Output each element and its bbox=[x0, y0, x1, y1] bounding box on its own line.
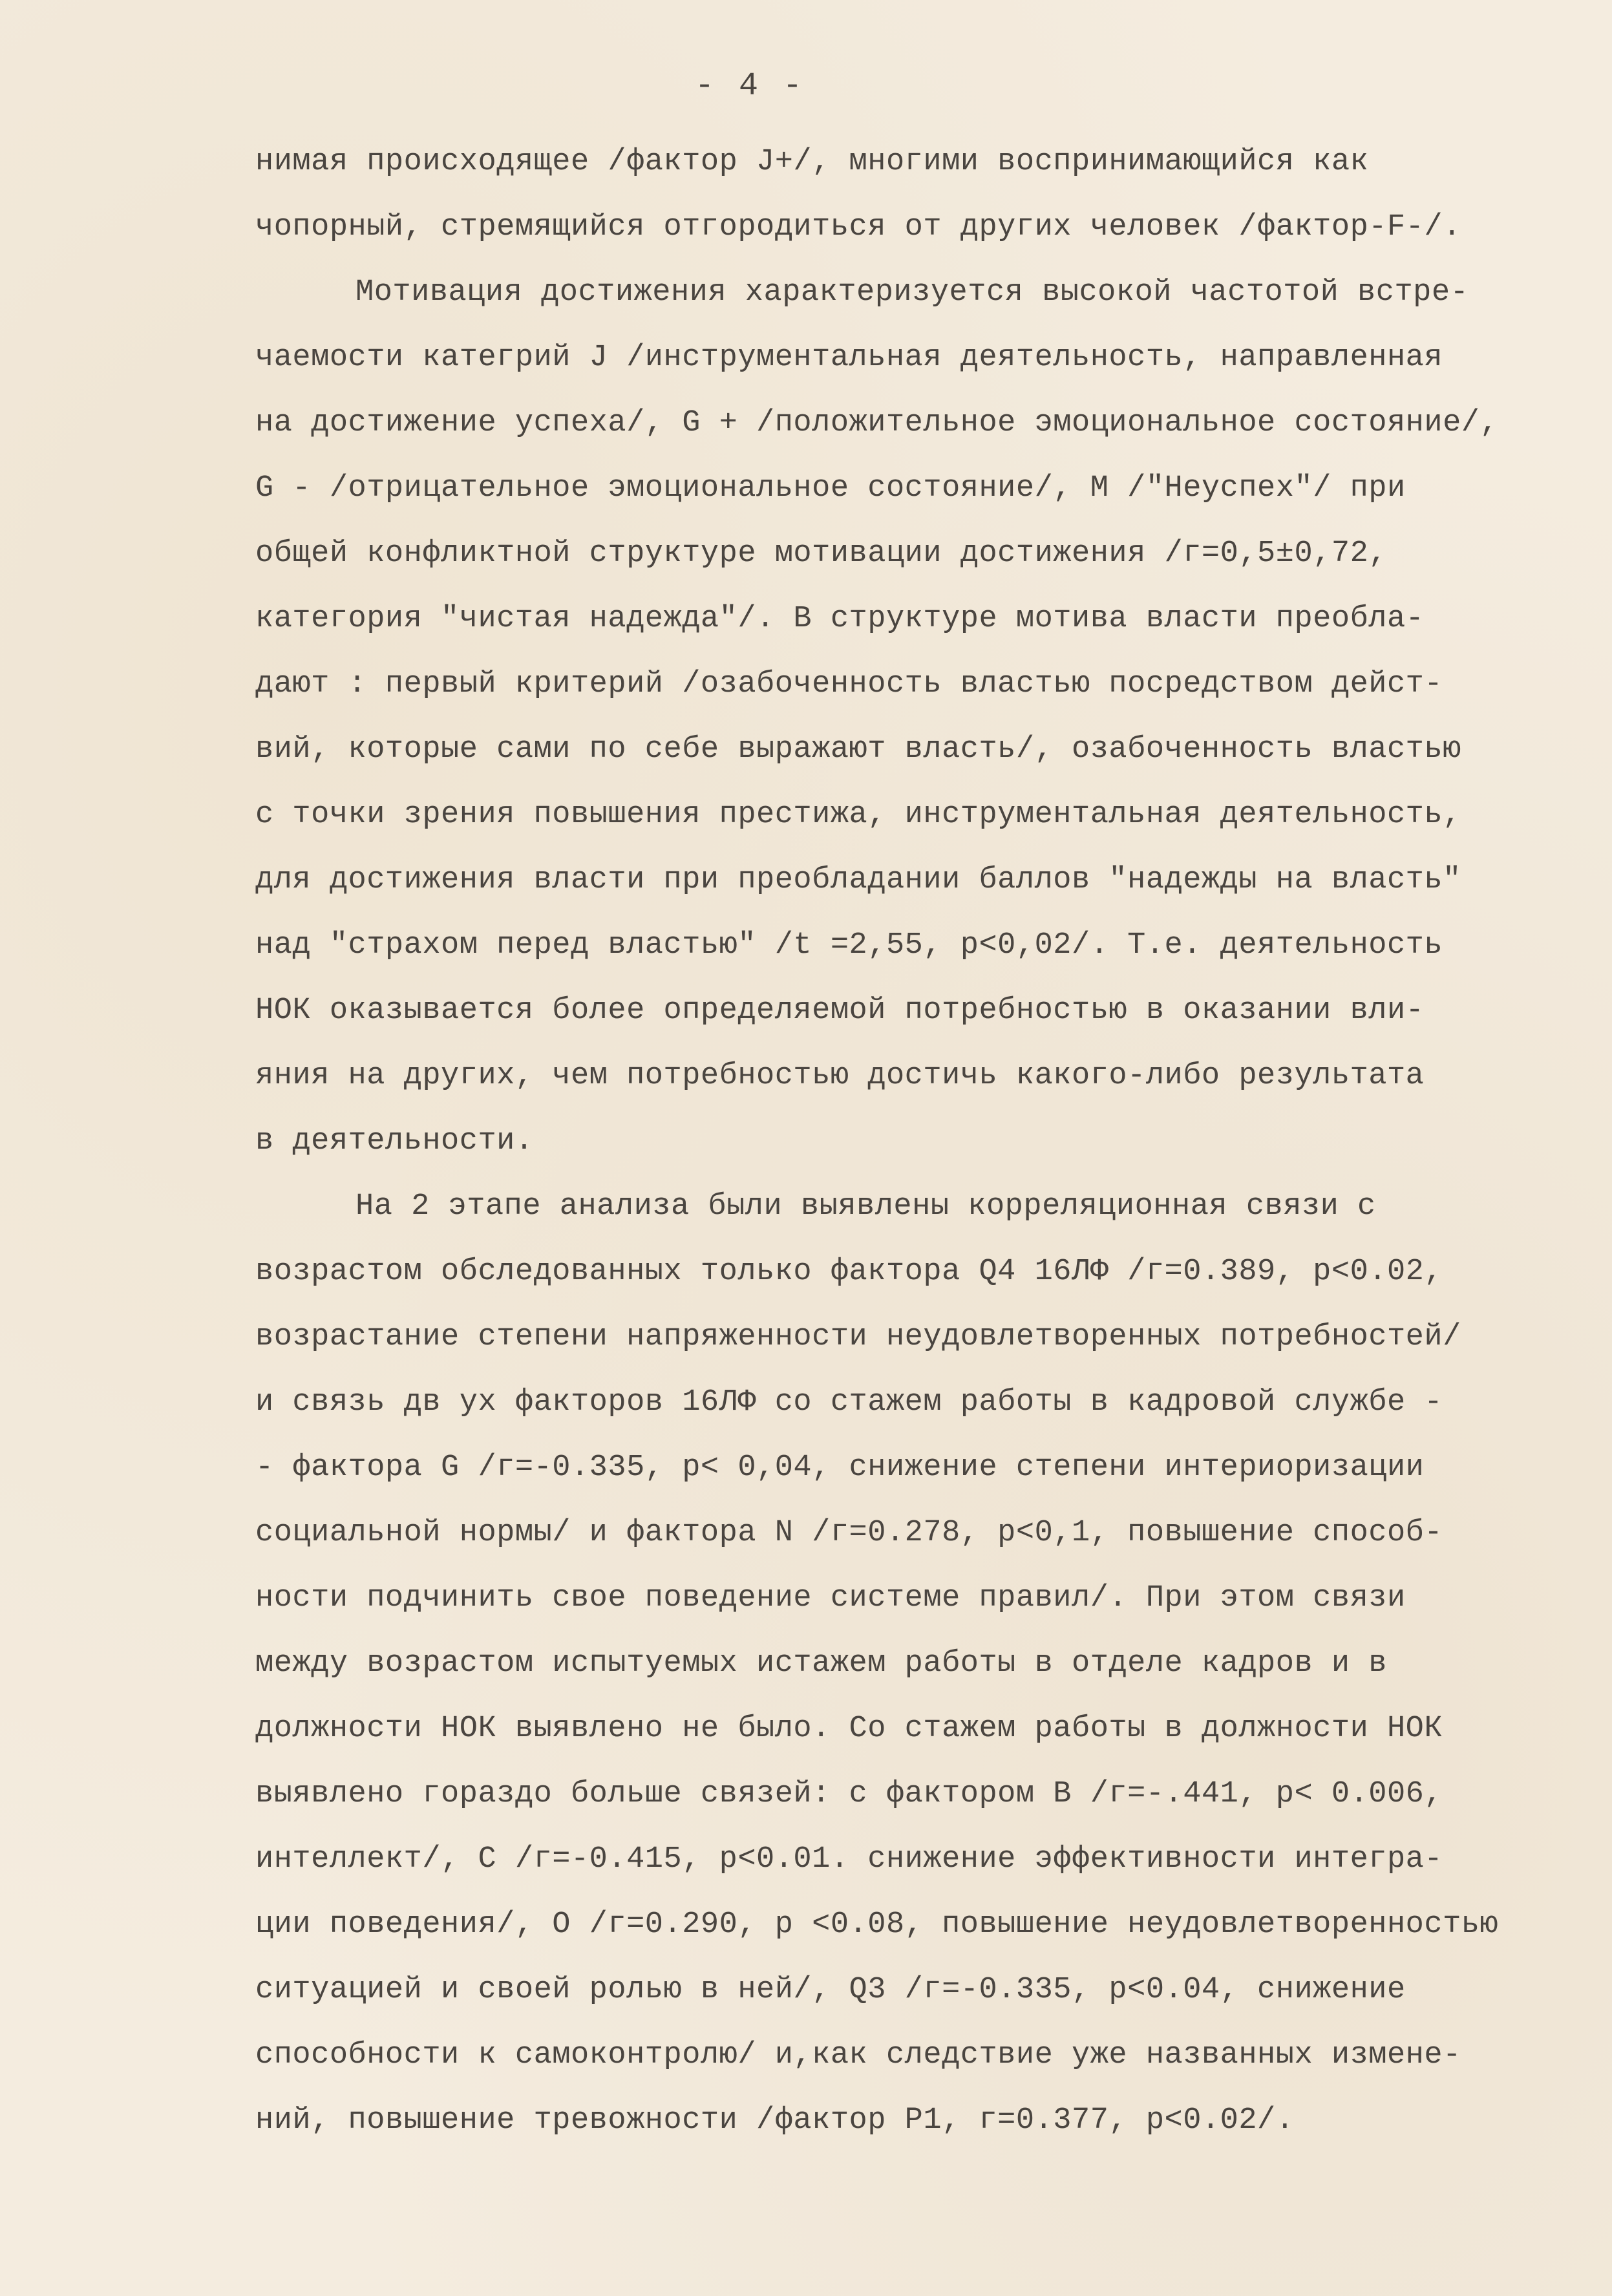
text-line: На 2 этапе анализа были выявлены корреляционная связи с bbox=[355, 1189, 1376, 1224]
text-line: и связь дв ух факторов 16ЛФ со стажем работы в кадровой службе - bbox=[255, 1385, 1443, 1419]
text-line: выявлено гораздо больше связей: с фактором В /г=-.441, р< 0.006, bbox=[255, 1777, 1443, 1811]
text-line: ции поведения/, О /г=0.290, р <0.08, повышение неудовлетворенностью bbox=[255, 1908, 1499, 1942]
typewritten-text bbox=[255, 129, 1554, 2153]
text-line: вий, которые сами по себе выражают власть/, озабоченность властью bbox=[255, 732, 1461, 767]
text-line: для достижения власти при преобладании баллов "надежды на власть" bbox=[255, 863, 1461, 897]
text-line: в деятельности. bbox=[255, 1124, 534, 1158]
text-line: общей конфликтной структуре мотивации достижения /г=0,5±0,72, bbox=[255, 537, 1387, 571]
text-line: - фактора G /г=-0.335, р< 0,04, снижение степени интериоризации bbox=[255, 1451, 1425, 1485]
text-line: ний, повышение тревожности /фактор Р1, г=0.377, р<0.02/. bbox=[255, 2103, 1295, 2138]
text-line: G - /отрицательное эмоциональное состояние/, М /"Неуспех"/ при bbox=[255, 471, 1406, 505]
text-line: возрастом обследованных только фактора Q4 16ЛФ /г=0.389, р<0.02, bbox=[255, 1255, 1443, 1289]
text-line: чаемости категрий J /инструментальная деятельность, направленная bbox=[255, 341, 1443, 375]
text-line: с точки зрения повышения престижа, инструментальная деятельность, bbox=[255, 798, 1461, 832]
text-line: способности к самоконтролю/ и,как следствие уже названных измене- bbox=[255, 2038, 1461, 2072]
text-line: категория "чистая надежда"/. В структуре мотива власти преобла- bbox=[255, 602, 1425, 636]
text-line: должности НОК выявлено не было. Со стажем работы в должности НОК bbox=[255, 1712, 1443, 1746]
text-line: над "страхом перед властью" /t =2,55, р<0,02/. Т.е. деятельность bbox=[255, 928, 1443, 962]
text-line: чопорный, стремящийся отгородиться от других человек /фактор-F-/. bbox=[255, 210, 1461, 244]
text-line: НОК оказывается более определяемой потребностью в оказании вли- bbox=[255, 994, 1425, 1028]
text-line: возрастание степени напряженности неудовлетворенных потребностей/ bbox=[255, 1320, 1461, 1354]
text-line: интеллект/, С /г=-0.415, р<0.01. снижение эффективности интегра- bbox=[255, 1842, 1443, 1876]
text-line: ситуацией и своей ролью в ней/, Q3 /г=-0.335, р<0.04, снижение bbox=[255, 1973, 1406, 2007]
page-number: - 4 - bbox=[694, 68, 805, 105]
text-line: Мотивация достижения характеризуется высокой частотой встре- bbox=[355, 275, 1469, 310]
text-line: между возрастом испытуемых истажем работы в отделе кадров и в bbox=[255, 1646, 1387, 1681]
text-line: дают : первый критерий /озабоченность властью посредством дейст- bbox=[255, 667, 1443, 701]
text-line: яния на других, чем потребностью достичь какого-либо результата bbox=[255, 1059, 1425, 1093]
text-line: ности подчинить свое поведение системе правил/. При этом связи bbox=[255, 1581, 1406, 1615]
text-line: нимая происходящее /фактор J+/, многими воспринимающийся как bbox=[255, 145, 1369, 179]
text-line: социальной нормы/ и фактора N /г=0.278, р<0,1, повышение способ- bbox=[255, 1516, 1443, 1550]
text-line: на достижение успеха/, G + /положительное эмоциональное состояние/, bbox=[255, 406, 1499, 440]
